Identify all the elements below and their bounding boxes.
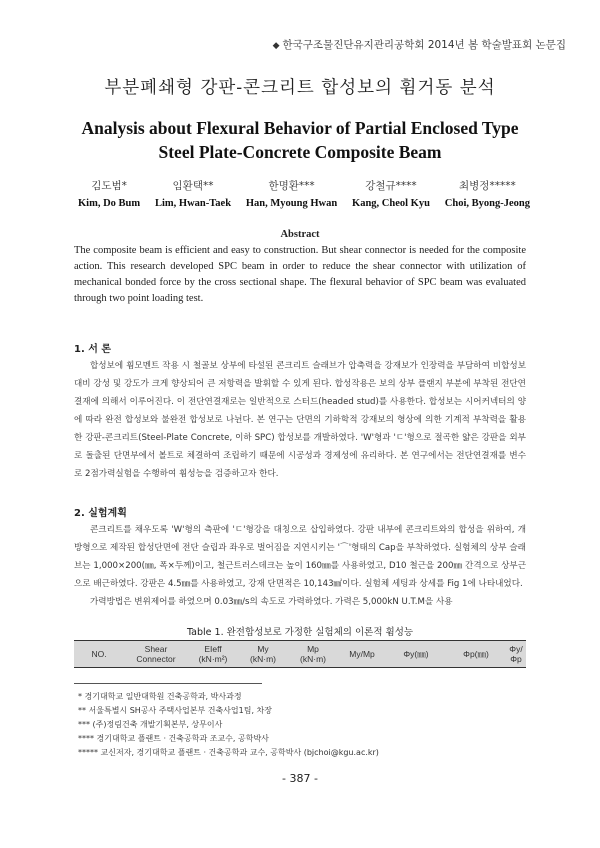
author-name-en: Lim, Hwan-Taek bbox=[154, 198, 232, 209]
footnote: ***** 교신저자, 경기대학교 플랜트 · 건축공학과 교수, 공학박사 (bjchoi@kgu.ac.kr) bbox=[78, 748, 379, 757]
header-text: 한국구조물진단유지관리공학회 2014년 봄 학술발표회 논문집 bbox=[282, 39, 566, 51]
english-title-line-2: Steel Plate-Concrete Composite Beam bbox=[158, 142, 442, 162]
author-name-en: Han, Myoung Hwan bbox=[245, 198, 338, 209]
col-phi-ratio: Φy/Φp bbox=[506, 641, 526, 668]
author-name-ko: 최병정***** bbox=[459, 180, 516, 192]
korean-title: 부분폐쇄형 강판-콘크리트 합성보의 휨거동 분석 bbox=[104, 78, 496, 98]
footnote: **** 경기대학교 플랜트 · 건축공학과 조교수, 공학박사 bbox=[78, 734, 269, 743]
footnote: ** 서울특별시 SH공사 주택사업본부 건축사업1팀, 차장 bbox=[78, 706, 272, 715]
table-header-row bbox=[74, 641, 526, 668]
table-caption: Table 1. 완전합성보로 가정한 실험체의 이론적 휨성능 bbox=[186, 627, 414, 638]
author bbox=[445, 178, 530, 209]
author bbox=[155, 178, 231, 209]
diamond-icon: ◆ bbox=[272, 41, 280, 51]
author-name-ko: 임환택** bbox=[172, 180, 214, 192]
col-my: My (kN·m) bbox=[238, 641, 288, 668]
author-name-ko: 강철규**** bbox=[365, 180, 417, 192]
section-body-experiment bbox=[74, 521, 526, 611]
col-my-mp: My/Mp bbox=[338, 641, 386, 668]
english-title-line-1: Analysis about Flexural Behavior of Partial Enclosed Type bbox=[81, 118, 519, 138]
col-ei-eff: EIeff (kN·m²) bbox=[188, 641, 238, 668]
section-heading-introduction: 1. 서 론 bbox=[74, 344, 112, 355]
author-name-en: Choi, Byong-Jeong bbox=[444, 198, 530, 209]
col-no: NO. bbox=[74, 641, 124, 668]
paragraph: 합성보에 휨모멘트 작용 시 철골보 상부에 타설된 콘크리트 슬래브가 압축력을 강재보가 인장력을 부담하여 비합성보 대비 강성 및 강도가 크게 향상되어 큰 저항력을 발휘할 수 있게 된다. 합성작용은 보의 상부 플랜지 부분에 부착된 전단연결재에 의해서 이루어진다. 이 전단연결재로는 일반적으로 스터드(headed stud)를 사용한다. 합성보는 시어커넥터의 양에 따라 완전 합성보와 불완전 합성보로 나뉜다. 본 연구는 단면의 기하학적 강재보의 형상에 의한 기계적 부착력을 활용한 강판-콘크리트(Steel-Plate Concrete, 이하 SPC) 합성보를 개발하였다. 'W'형과 'ㄷ'형으로 절곡한 얇은 강판을 외부로 돌출된 단면부에서 볼트로 체결하여 조립하기 때문에 시공성과 경제성에 유리하다. 본 연구에서는 전단연결재를 변수로 2점가력실험을 수행하여 휨성능을 검증하고자 한다. bbox=[74, 361, 526, 479]
footnote-divider bbox=[74, 683, 262, 684]
footnote: *** (주)정림건축 개발기획본부, 상무이사 bbox=[78, 720, 223, 729]
section-body-introduction bbox=[74, 357, 526, 483]
abstract-heading: Abstract bbox=[280, 229, 320, 240]
theoretical-flexural-table bbox=[74, 640, 526, 668]
running-header bbox=[273, 37, 566, 52]
english-title bbox=[0, 116, 600, 164]
col-phi-p: Φp(㎜) bbox=[446, 641, 506, 668]
page-number: - 387 - bbox=[282, 772, 318, 785]
paragraph: 콘크리트를 채우도록 'W'형의 측판에 'ㄷ'형강을 대칭으로 삽입하였다. 강판 내부에 콘크리트와의 합성을 위하여, 개방형으로 제작된 합성단면에 전단 슬립과 좌우로 벌어짐을 지연시키는 '⌒'형태의 Cap을 부착하였다. 실험체의 상부 슬래브는 1,000×200(㎜, 폭×두께)이고, 철근트러스데크는 높이 160㎜를 사용하였고, D10 철근을 200㎜ 간격으로 상부근으로 배근하였다. 강판은 4.5㎜를 사용하였고, 강재 단면적은 10,143㎟이다. 실험체 세팅과 상세를 Fig 1에 나타내었다. bbox=[74, 525, 526, 589]
paragraph: 가력방법은 변위제어를 하였으며 0.03㎜/s의 속도로 가력하였다. 가력은 5,000kN U.T.M을 사용 bbox=[90, 597, 453, 607]
footnote: * 경기대학교 일반대학원 건축공학과, 박사과정 bbox=[78, 692, 242, 701]
author bbox=[352, 178, 430, 209]
author-name-en: Kim, Do Bum bbox=[78, 198, 141, 209]
author-name-ko: 김도범* bbox=[91, 180, 127, 192]
col-phi-y: Φy(㎜) bbox=[386, 641, 446, 668]
author-name-en: Kang, Cheol Kyu bbox=[352, 198, 430, 209]
col-shear-connector: Shear Connector bbox=[124, 641, 188, 668]
author-list bbox=[78, 178, 530, 209]
author bbox=[78, 178, 140, 209]
section-heading-experiment: 2. 실험계획 bbox=[74, 508, 127, 519]
abstract-text: The composite beam is efficient and easy to construction. But shear connector is needed for the composite action. This research developed SPC beam in order to reduce the shear connector with utilization of mechanical bonded force by the cross sectional shape. The flexural behavior of SPC beam was evaluated through two point loading test. bbox=[74, 245, 526, 304]
footnotes bbox=[78, 690, 379, 760]
col-mp: Mp (kN·m) bbox=[288, 641, 338, 668]
author-name-ko: 한명환*** bbox=[268, 180, 315, 192]
author bbox=[246, 178, 337, 209]
